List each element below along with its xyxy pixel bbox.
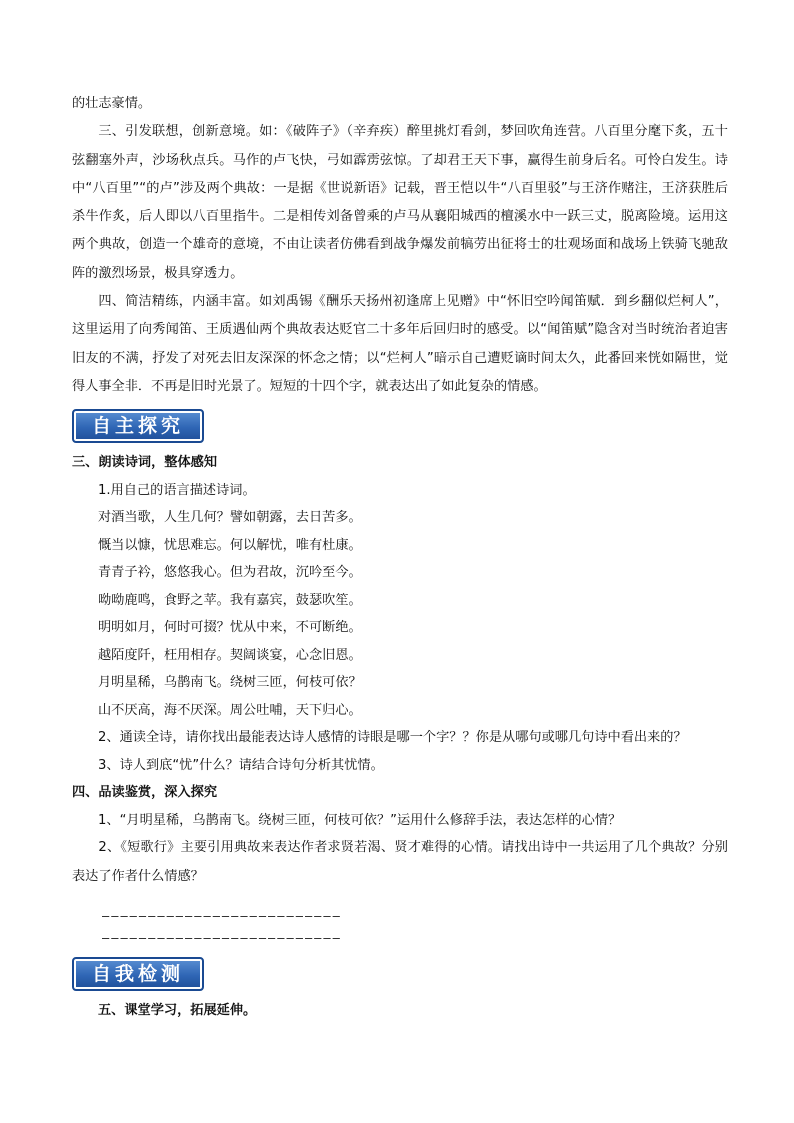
answer-blank-line: —————————————————————————— [102,908,342,923]
answer-blank-line: —————————————————————————— [102,930,342,945]
section-5-heading: 五、课堂学习，拓展延伸。 [98,1002,257,1018]
banner-self-explore-wrap [72,405,728,443]
paragraph-allusion-4: 四、简洁精练，内涵丰富。如刘禹锡《酬乐天扬州初逢席上见赠》中“怀旧空吟闻笛赋．到乡翻似烂柯人”，这里运用了向秀闻笛、王质遇仙两个典故表达贬官二十多年后回归时的感受。以“闻笛赋”隐含对当时统治者迫害旧友的不满，抒发了对死去旧友深深的怀念之情；以“烂柯人”暗示自己遭贬谪时间太久，此番回来恍如隔世，觉得人事全非．不再是旧时光景了。短短的十四个字，就表达出了如此复杂的情感。 [72,294,728,394]
section-3-heading: 三、朗读诗词，整体感知 [72,455,218,471]
banner-self-explore: 自主探究 [72,409,204,443]
paragraph-continuation: 的壮志豪情。 [72,96,152,111]
banner-self-test: 自我检测 [72,957,204,991]
question-3-2: 2、通读全诗，请你找出最能表达诗人感情的诗眼是哪一个字？？你是从哪句或哪几句诗中看出来的？ [98,730,687,746]
poem-line: 山不厌高，海不厌深。周公吐哺，天下归心。 [98,702,362,718]
question-4-2: 2、《短歌行》主要引用典故来表达作者求贤若渴、贤才难得的心情。请找出诗中一共运用了几个典故？分别表达了作者什么情感？ [72,840,728,884]
poem-line: 越陌度阡，枉用相存。契阔谈宴，心念旧恩。 [98,647,362,663]
poem-line: 月明星稀，乌鹊南飞。绕树三匝，何枝可依？ [98,675,362,691]
document-page [72,90,728,1024]
poem-line: 慨当以慷，忧思难忘。何以解忧，唯有杜康。 [98,537,362,553]
poem-line: 对酒当歌，人生几何？譬如朝露，去日苦多。 [98,510,362,526]
question-3-1: 1.用自己的语言描述诗词。 [98,482,256,498]
section-4-heading: 四、品读鉴赏，深入探究 [72,785,218,801]
paragraph-allusion-3: 三、引发联想，创新意境。如：《破阵子》（辛弃疾）醉里挑灯看剑，梦回吹角连营。八百里分麾下炙，五十弦翻塞外声，沙场秋点兵。马作的卢飞快，弓如霹雳弦惊。了却君王天下事，赢得生前身后名。可怜白发生。诗中“八百里”“的卢”涉及两个典故：一是据《世说新语》记载，晋王恺以牛“八百里驳”与王济作赌注，王济获胜后杀牛作炙，后人即以八百里指牛。二是相传刘备曾乘的卢马从襄阳城西的檀溪水中一跃三丈，脱离险境。运用这两个典故，创造一个雄奇的意境，不由让读者仿佛看到战争爆发前犒劳出征将士的壮观场面和战场上铁骑飞驰敌阵的激烈场景，极具穿透力。 [72,124,728,281]
banner-self-test-wrap [72,953,728,991]
poem-line: 明明如月，何时可掇？忧从中来，不可断绝。 [98,620,362,636]
question-3-3: 3、诗人到底“忧”什么？请结合诗句分析其忧情。 [98,757,384,773]
poem-line: 青青子衿，悠悠我心。但为君故，沉吟至今。 [98,565,362,581]
question-4-1: 1、“月明星稀，乌鹊南飞。绕树三匝，何枝可依？”运用什么修辞手法，表达怎样的心情？ [98,812,622,828]
poem-line: 呦呦鹿鸣，食野之苹。我有嘉宾，鼓瑟吹笙。 [98,592,362,608]
